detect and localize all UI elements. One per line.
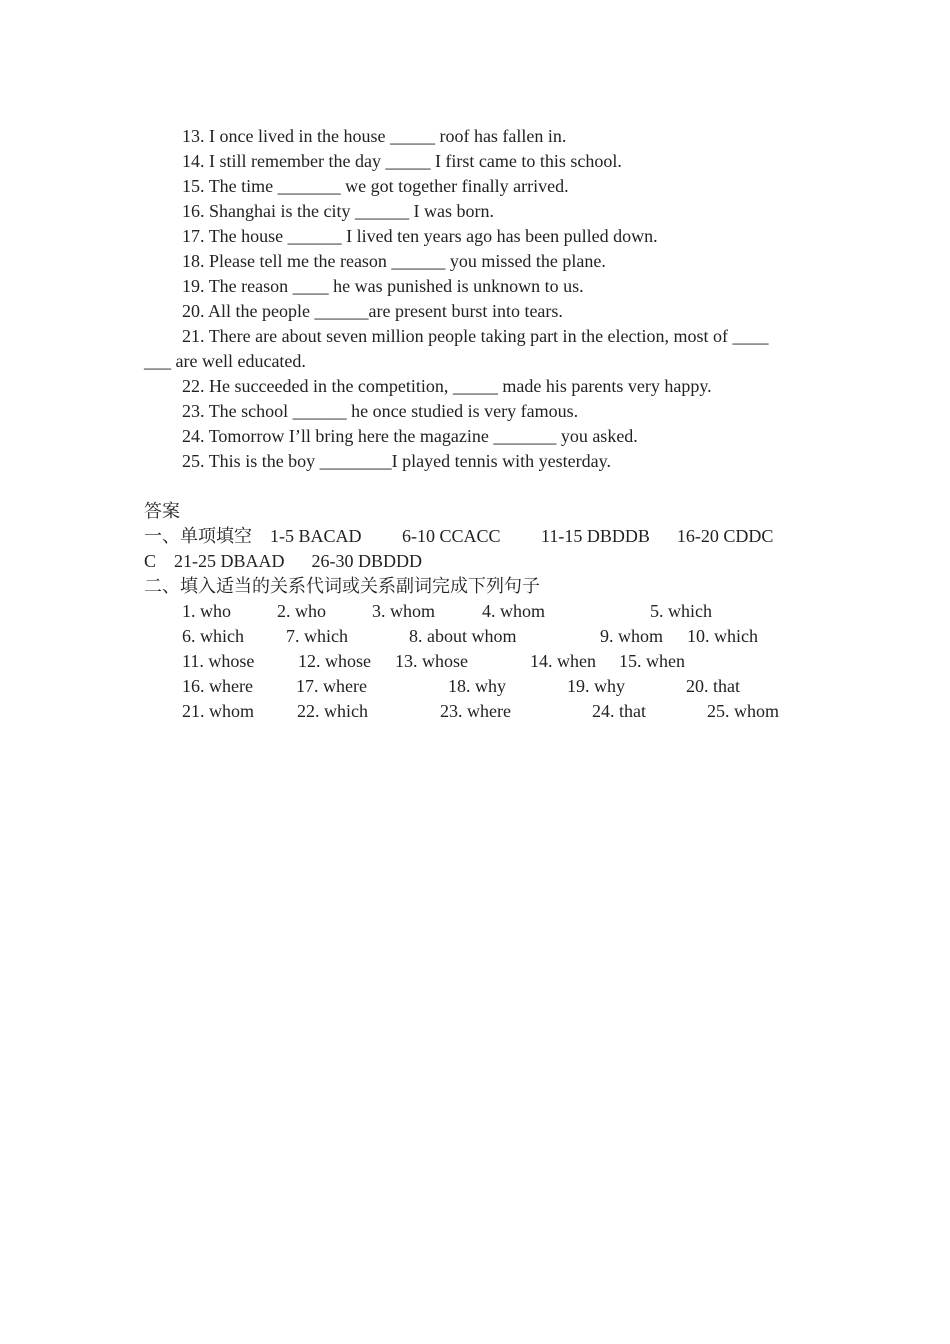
question-25: 25. This is the boy ________I played tennis with yesterday. bbox=[182, 451, 611, 471]
question-18: 18. Please tell me the reason ______ you missed the plane. bbox=[182, 251, 606, 271]
answer-cell: 16. where bbox=[182, 676, 253, 696]
answer-cell: 4. whom bbox=[482, 601, 545, 621]
answers-row-2 bbox=[0, 624, 758, 649]
question-24: 24. Tomorrow I’ll bring here the magazine _______ you asked. bbox=[182, 426, 638, 446]
answers-row-3 bbox=[0, 649, 685, 674]
answer-cell: 15. when bbox=[619, 651, 685, 671]
answer-cell: 1. who bbox=[182, 601, 231, 621]
answers-row-4 bbox=[0, 674, 740, 699]
answer-cell: 24. that bbox=[592, 701, 646, 721]
answer-cell: 6. which bbox=[182, 626, 244, 646]
answer-cell: 22. which bbox=[297, 701, 368, 721]
question-21: 21. There are about seven million people taking part in the election, most of ____ bbox=[182, 326, 769, 346]
question-15: 15. The time _______ we got together finally arrived. bbox=[182, 176, 569, 196]
answer-cell: 20. that bbox=[686, 676, 740, 696]
answer-cell: 21. whom bbox=[182, 701, 254, 721]
answers-section1-line1: 一、单项填空 1-5 BACAD 6-10 CCACC 11-15 DBDDB 16-20 CDDC bbox=[144, 526, 774, 546]
question-13: 13. I once lived in the house _____ roof has fallen in. bbox=[182, 126, 567, 146]
answer-cell: 7. which bbox=[286, 626, 348, 646]
answer-cell: 17. where bbox=[296, 676, 367, 696]
answers-row-5 bbox=[0, 699, 779, 724]
answers-section1-line2: C 21-25 DBAAD 26-30 DBDDD bbox=[144, 551, 422, 571]
question-14: 14. I still remember the day _____ I first came to this school. bbox=[182, 151, 622, 171]
answer-cell: 9. whom bbox=[600, 626, 663, 646]
answer-cell: 23. where bbox=[440, 701, 511, 721]
answer-cell: 18. why bbox=[448, 676, 506, 696]
answer-cell: 2. who bbox=[277, 601, 326, 621]
answer-cell: 8. about whom bbox=[409, 626, 517, 646]
answer-cell: 19. why bbox=[567, 676, 625, 696]
answer-cell: 14. when bbox=[530, 651, 596, 671]
question-23: 23. The school ______ he once studied is very famous. bbox=[182, 401, 579, 421]
question-19: 19. The reason ____ he was punished is unknown to us. bbox=[182, 276, 584, 296]
answer-cell: 5. which bbox=[650, 601, 712, 621]
answer-cell: 10. which bbox=[687, 626, 758, 646]
question-17: 17. The house ______ I lived ten years ago has been pulled down. bbox=[182, 226, 658, 246]
answer-cell: 25. whom bbox=[707, 701, 779, 721]
question-21-continuation: ___ are well educated. bbox=[144, 351, 306, 371]
answers-heading: 答案 bbox=[144, 501, 180, 521]
answers-section2-title: 二、填入适当的关系代词或关系副词完成下列句子 bbox=[144, 576, 540, 596]
answers-row-1 bbox=[0, 599, 712, 624]
answer-cell: 11. whose bbox=[182, 651, 255, 671]
answer-cell: 13. whose bbox=[395, 651, 468, 671]
answer-cell: 3. whom bbox=[372, 601, 435, 621]
answer-cell: 12. whose bbox=[298, 651, 371, 671]
question-16: 16. Shanghai is the city ______ I was born. bbox=[182, 201, 494, 221]
question-20: 20. All the people ______are present burst into tears. bbox=[182, 301, 563, 321]
question-22: 22. He succeeded in the competition, _____ made his parents very happy. bbox=[182, 376, 712, 396]
